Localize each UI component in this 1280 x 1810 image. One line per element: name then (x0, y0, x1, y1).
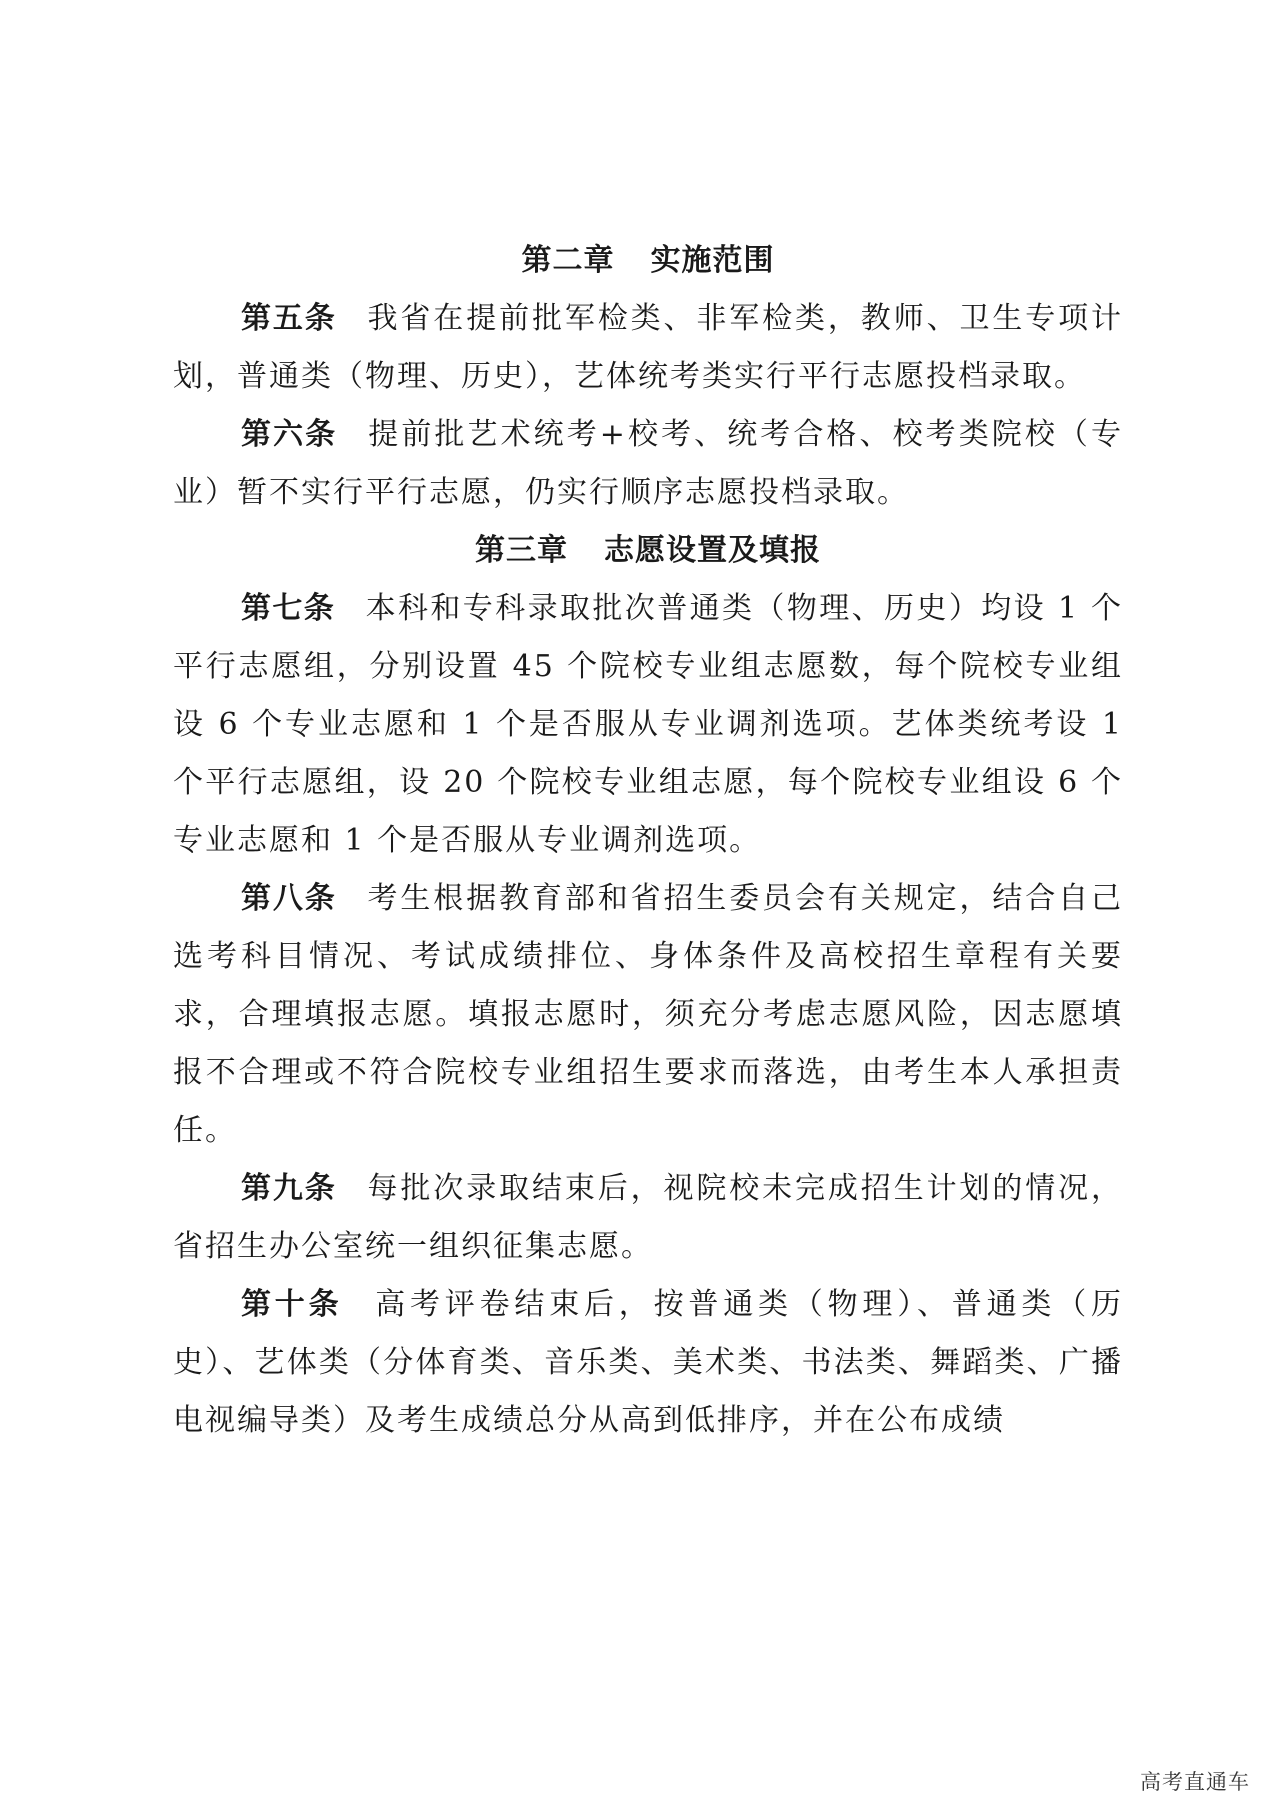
article-text: 每批次录取结束后，视院校未完成招生计划的情况，省招生办公室统一组织征集志愿。 (173, 1171, 1124, 1264)
article-7 (173, 580, 1123, 870)
article-text: 考生根据教育部和省招生委员会有关规定，结合自己选考科目情况、考试成绩排位、身体条件及高校招生章程有关要求，合理填报志愿。填报志愿时，须充分考虑志愿风险，因志愿填报不合理或不符合院校专业组招生要求而落选，由考生本人承担责任。 (173, 881, 1124, 1148)
article-10 (173, 1276, 1123, 1450)
chapter-heading-2 (173, 232, 1123, 290)
document-body (173, 232, 1123, 1450)
article-text: 高考评卷结束后，按普通类（物理）、普通类（历史）、艺体类（分体育类、音乐类、美术类、书法类、舞蹈类、广播电视编导类）及考生成绩总分从高到低排序，并在公布成绩 (173, 1287, 1124, 1438)
article-6 (173, 406, 1123, 522)
watermark-label: 高考直通车 (1140, 1770, 1250, 1794)
article-number: 第五条 (241, 301, 337, 336)
article-number: 第七条 (241, 591, 336, 626)
article-text: 本科和专科录取批次普通类（物理、历史）均设 1 个平行志愿组，分别设置 45 个院校专业组志愿数，每个院校专业组设 6 个专业志愿和 1 个是否服从专业调剂选项。艺体类统考设 1 个平行志愿组，设 20 个院校专业组志愿，每个院校专业组设 6 个专业志愿和 1 个是否服从专业调剂选项。 (173, 591, 1123, 858)
article-number: 第九条 (241, 1171, 337, 1206)
article-text: 我省在提前批军检类、非军检类，教师、卫生专项计划，普通类（物理、历史），艺体统考类实行平行志愿投档录取。 (173, 301, 1124, 394)
article-number: 第六条 (241, 417, 338, 452)
chapter-title: 实施范围 (650, 243, 775, 278)
chapter-number: 第二章 (521, 243, 615, 278)
article-9 (173, 1160, 1123, 1276)
chapter-number: 第三章 (475, 533, 568, 568)
article-5 (173, 290, 1123, 406)
article-number: 第十条 (241, 1287, 343, 1322)
article-number: 第八条 (241, 881, 337, 916)
chapter-title: 志愿设置及填报 (604, 533, 821, 568)
article-text: 提前批艺术统考+校考、统考合格、校考类院校（专业）暂不实行平行志愿，仍实行顺序志愿投档录取。 (173, 417, 1123, 510)
article-8 (173, 870, 1123, 1160)
chapter-heading-3 (173, 522, 1123, 580)
